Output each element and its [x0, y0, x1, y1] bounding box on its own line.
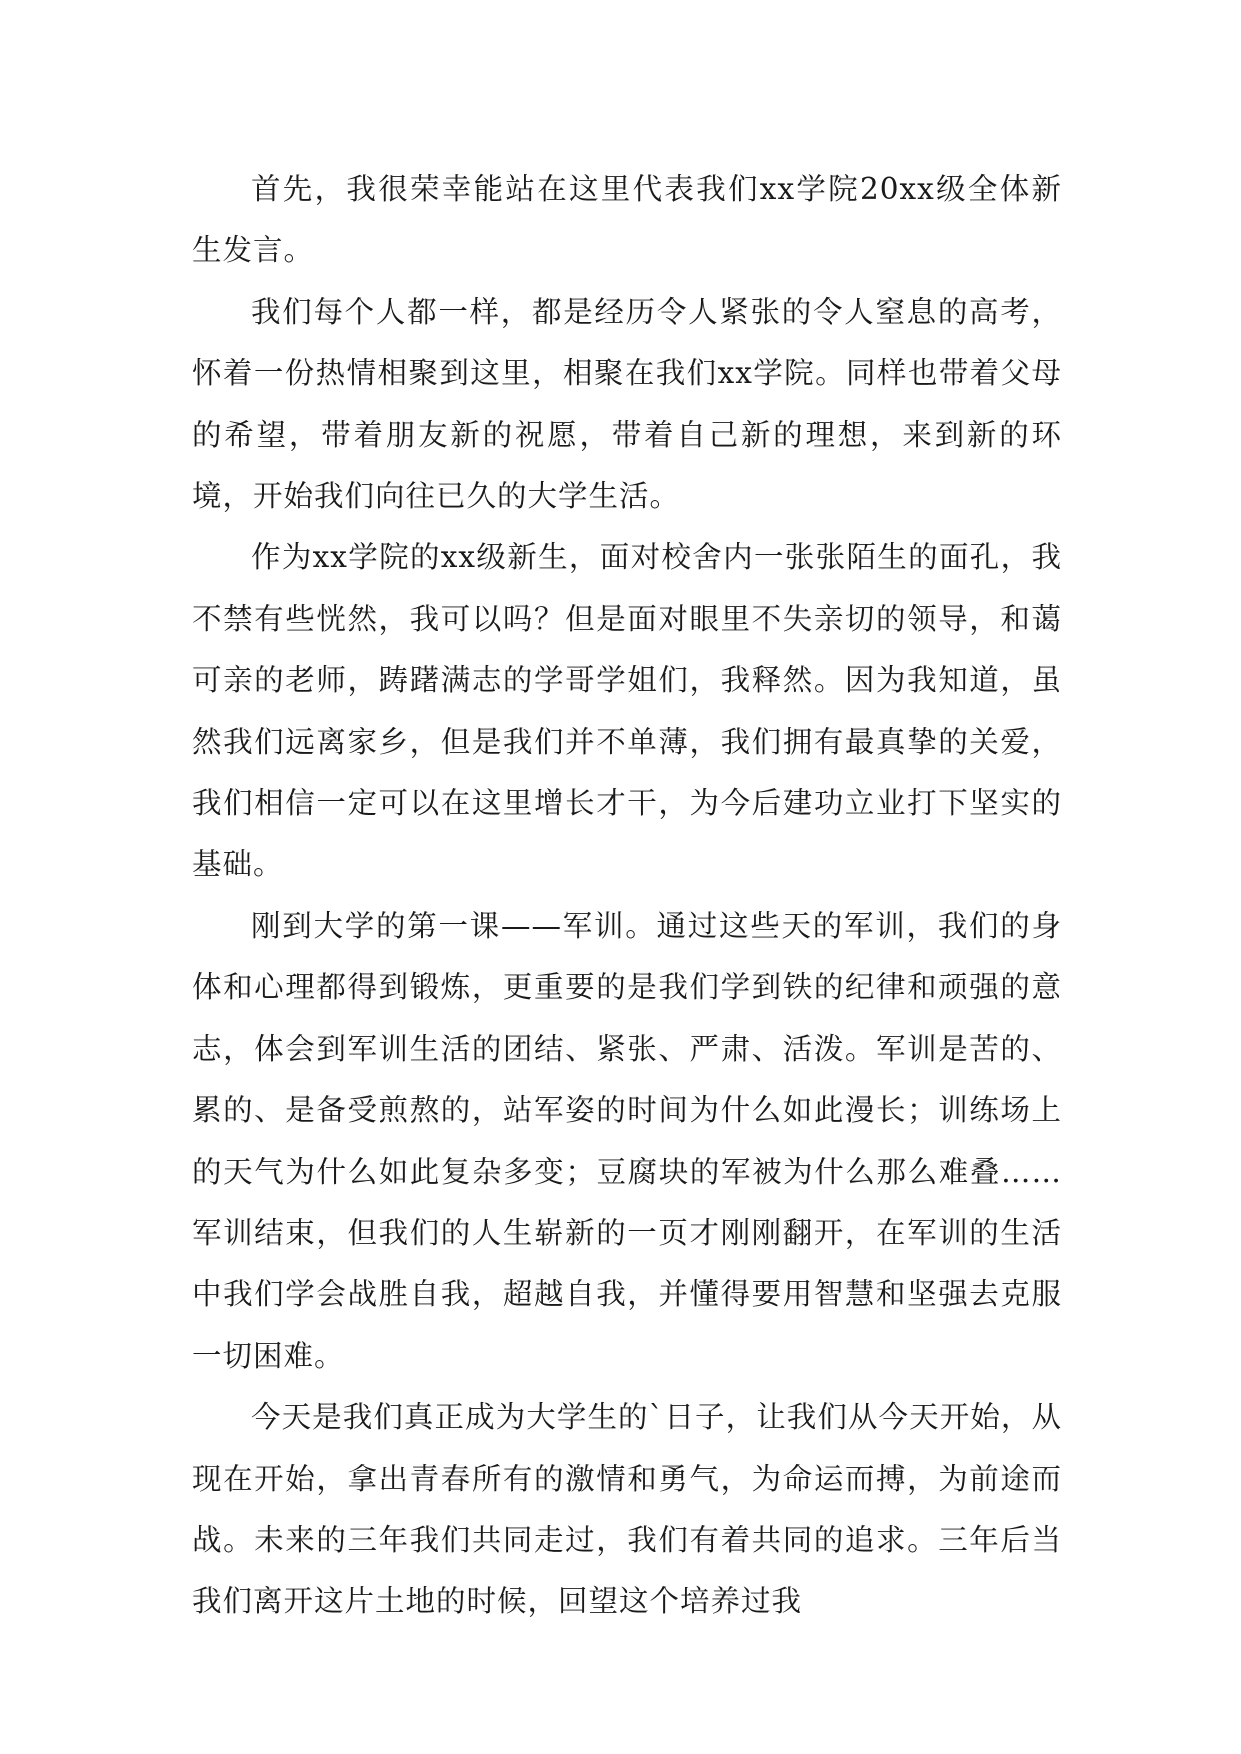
paragraph-1: 首先，我很荣幸能站在这里代表我们xx学院20xx级全体新生发言。 — [192, 172, 1062, 268]
paragraph-3: 作为xx学院的xx级新生，面对校舍内一张张陌生的面孔，我不禁有些恍然，我可以吗？但是面对眼里不失亲切的领导，和蔼可亲的老师，踌躇满志的学哥学姐们，我释然。因为我知道，虽然我们远离家乡，但是我们并不单薄，我们拥有最真挚的关爱，我们相信一定可以在这里增长才干，为今后建功立业打下坚实的基础。 — [192, 540, 1062, 882]
document-body — [192, 159, 1062, 1633]
paragraph-4: 刚到大学的第一课——军训。通过这些天的军训，我们的身体和心理都得到锻炼，更重要的是我们学到铁的纪律和顽强的意志，体会到军训生活的团结、紧张、严肃、活泼。军训是苦的、累的、是备受煎熬的，站军姿的时间为什么如此漫长；训练场上的天气为什么如此复杂多变；豆腐块的军被为什么那么难叠……军训结束，但我们的人生崭新的一页才刚刚翻开，在军训的生活中我们学会战胜自我，超越自我，并懂得要用智慧和坚强去克服一切困难。 — [192, 908, 1062, 1373]
paragraph-5: 今天是我们真正成为大学生的`日子，让我们从今天开始，从现在开始，拿出青春所有的激情和勇气，为命运而搏，为前途而战。未来的三年我们共同走过，我们有着共同的追求。三年后当我们离开这片土地的时候，回望这个培养过我 — [192, 1400, 1062, 1619]
paragraph-2: 我们每个人都一样，都是经历令人紧张的令人窒息的高考，怀着一份热情相聚到这里，相聚在我们xx学院。同样也带着父母的希望，带着朋友新的祝愿，带着自己新的理想，来到新的环境，开始我们向往已久的大学生活。 — [192, 294, 1062, 514]
